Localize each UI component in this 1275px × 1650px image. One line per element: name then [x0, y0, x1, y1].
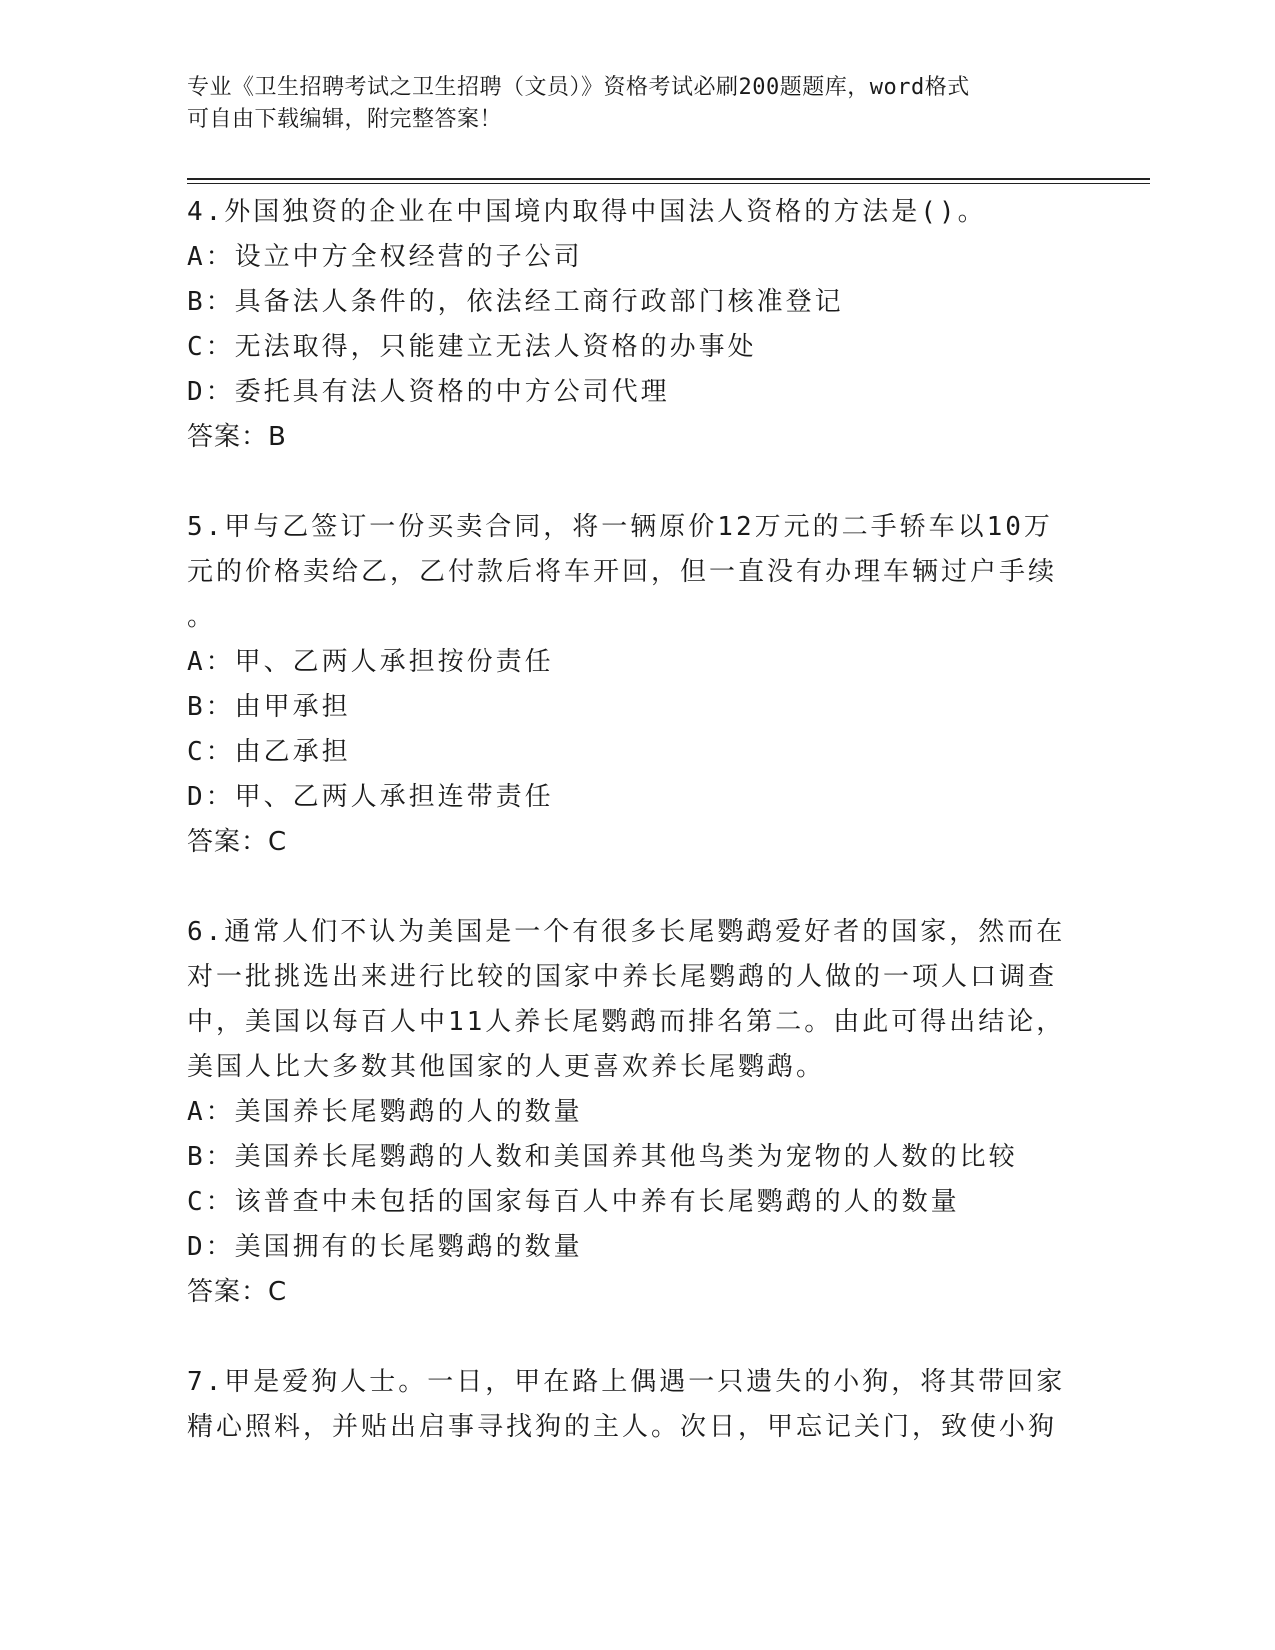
question-stem-line: 精心照料，并贴出启事寻找狗的主人。次日，甲忘记关门，致使小狗	[187, 1412, 1058, 1442]
answer-label: 答案：C	[187, 1277, 288, 1307]
question-stem-line: 中，美国以每百人中11人养长尾鹦鹉而排名第二。由此可得出结论，	[187, 1007, 1066, 1037]
option-a: A：设立中方全权经营的子公司	[187, 242, 583, 272]
option-a: A：甲、乙两人承担按份责任	[187, 647, 554, 677]
header-rule-thin	[187, 183, 1150, 184]
question-stem-line: 7.甲是爱狗人士。一日，甲在路上偶遇一只遗失的小狗，将其带回家	[187, 1367, 1066, 1397]
header-line-1: 专业《卫生招聘考试之卫生招聘（文员）》资格考试必刷200题题库，word格式	[187, 75, 970, 100]
question-stem-line: 元的价格卖给乙，乙付款后将车开回，但一直没有办理车辆过户手续	[187, 557, 1058, 587]
question-4	[187, 190, 1067, 460]
question-6	[187, 910, 1067, 1315]
option-c: C：无法取得，只能建立无法人资格的办事处	[187, 332, 757, 362]
question-7	[187, 1360, 1067, 1450]
question-stem-line: 6.通常人们不认为美国是一个有很多长尾鹦鹉爱好者的国家，然而在	[187, 917, 1066, 947]
question-list	[187, 190, 1067, 1495]
question-stem-line: 美国人比大多数其他国家的人更喜欢养长尾鹦鹉。	[187, 1052, 826, 1082]
option-d: D：委托具有法人资格的中方公司代理	[187, 377, 670, 407]
question-stem-line: 5.甲与乙签订一份买卖合同，将一辆原价12万元的二手轿车以10万	[187, 512, 1053, 542]
option-d: D：美国拥有的长尾鹦鹉的数量	[187, 1232, 583, 1262]
option-b: B：美国养长尾鹦鹉的人数和美国养其他鸟类为宠物的人数的比较	[187, 1142, 1018, 1172]
question-5	[187, 505, 1067, 865]
question-stem-line: 4.外国独资的企业在中国境内取得中国法人资格的方法是()。	[187, 197, 987, 227]
answer-label: 答案：B	[187, 422, 287, 452]
option-b: B：具备法人条件的，依法经工商行政部门核准登记	[187, 287, 844, 317]
question-stem-line: 对一批挑选出来进行比较的国家中养长尾鹦鹉的人做的一项人口调查	[187, 962, 1058, 992]
question-stem-line: 。	[187, 602, 217, 632]
option-c: C：由乙承担	[187, 737, 351, 767]
option-a: A：美国养长尾鹦鹉的人的数量	[187, 1097, 583, 1127]
answer-label: 答案：C	[187, 827, 288, 857]
header-line-2: 可自由下载编辑，附完整答案！	[187, 107, 503, 132]
option-d: D：甲、乙两人承担连带责任	[187, 782, 554, 812]
header-rule-thick	[187, 178, 1150, 180]
option-c: C：该普查中未包括的国家每百人中养有长尾鹦鹉的人的数量	[187, 1187, 960, 1217]
page-header	[187, 72, 1087, 136]
option-b: B：由甲承担	[187, 692, 351, 722]
